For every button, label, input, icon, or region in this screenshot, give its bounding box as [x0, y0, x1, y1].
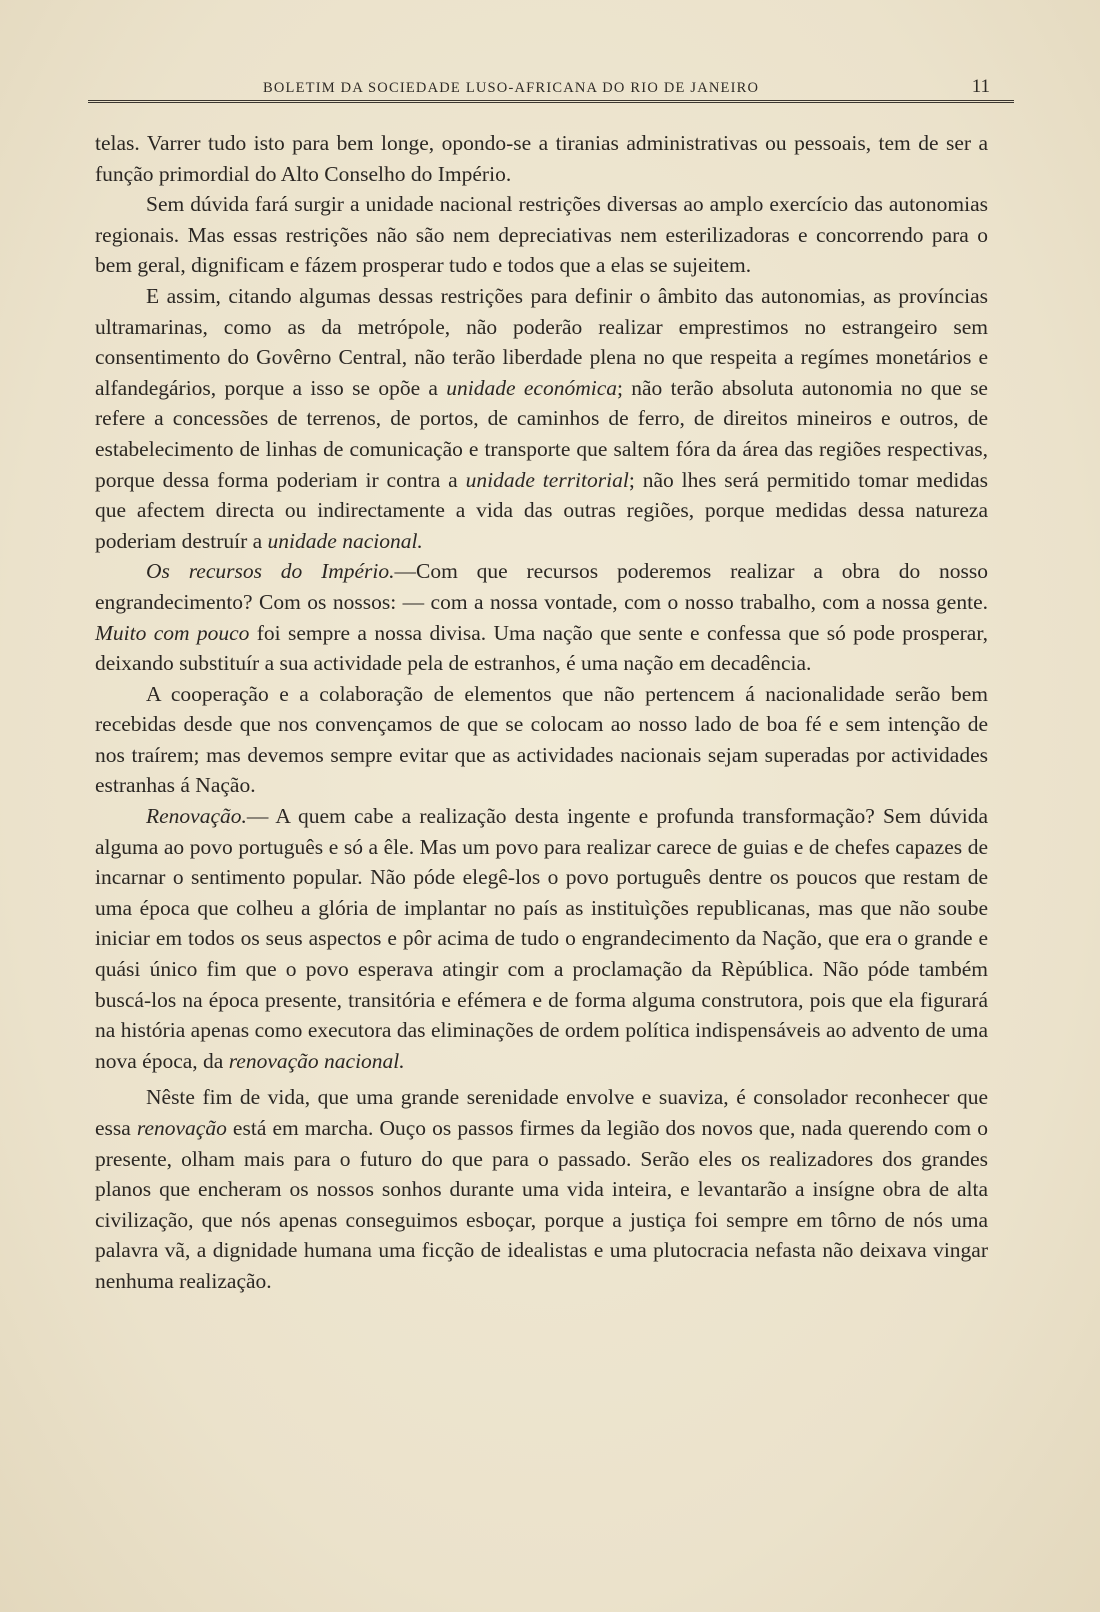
paragraph	[95, 281, 988, 556]
italic-text: renovação nacional.	[228, 1048, 405, 1073]
running-head: BOLETIM DA SOCIEDADE LUSO-AFRICANA DO RIO DE JANEIRO	[263, 80, 760, 96]
text-run: ; não terão absoluta autonomia no que se refere a concessões de terrenos, de portos, de caminhos de ferro, de direitos mineiros e outros, de estabelecimento de linhas de comunicação e transporte que saltem fóra da área das regiões respectivas, porque dessa forma poderiam ir contra a	[95, 375, 988, 492]
paragraph	[95, 801, 988, 1076]
page-header	[88, 74, 1014, 100]
text-run: ; não lhes será permitido tomar medidas que afectem directa ou indirectamente a vida das outras regiões, porque medidas dessa natureza poderiam destruír a	[95, 467, 988, 553]
italic-text: Renovação.	[146, 804, 247, 829]
header-rule	[88, 100, 1014, 103]
text-run: Sem dúvida fará surgir a unidade nacional restrições diversas ao amplo exercício das autonomias regionais. Mas essas restrições não são nem depreciativas nem esterilizadoras e concorrendo para o bem geral, dignificam e fázem prosperar tudo e todos que a elas se sujeitem.	[95, 192, 988, 278]
text-run: E assim, citando algumas dessas restrições para definir o âmbito das autonomias, as províncias ultramarinas, como as da metrópole, não poderão realizar emprestimos no estrangeiro sem consentimento do Govêrno Central, não terão liberdade plena no que respeita a regímes monetários e alfandegários, porque a isso se opõe a	[95, 283, 988, 400]
text-run: A cooperação e a colaboração de elementos que não pertencem á nacionalidade serão bem recebidas desde que nos convençamos de que se colocam ao nosso lado de boa fé e sem intenção de nos traírem; mas devemos sempre evitar que as actividades nacionais sejam superadas por actividades estranhas á Nação.	[95, 681, 988, 798]
italic-text: unidade territorial	[465, 467, 629, 492]
paragraph	[95, 189, 988, 281]
text-run: está em marcha. Ouço os passos firmes da legião dos novos que, nada querendo com o presente, olham mais para o futuro do que para o passado. Serão eles os realizadores dos grandes planos que encheram os nossos sonhos durante uma vida inteira, e levantarão a insígne obra de alta civilização, que nós apenas conseguimos esboçar, porque a justiça foi sempre em tôrno de nós uma palavra vã, a dignidade humana uma ficção de idealistas e uma plutocracia nefasta não deixava vingar nenhuma realização.	[95, 1116, 988, 1293]
text-run: —Com que recursos poderemos realizar a obra do nosso engrandecimento? Com os nossos: — com a nossa vontade, com o nosso trabalho, com a nossa gente.	[95, 559, 989, 614]
text-run: Nêste fim de vida, que uma grande serenidade envolve e suaviza, é consolador reconhecer que essa	[95, 1085, 988, 1140]
text-run: foi sempre a nossa divisa. Uma nação que sente e confessa que só pode prosperar, deixando substituír a sua actividade pela de estranhos, é uma nação em decadência.	[95, 620, 989, 676]
italic-text: unidade nacional.	[267, 528, 423, 553]
paragraph	[95, 556, 988, 678]
paragraph	[95, 679, 988, 801]
text-run: — A quem cabe a realização desta ingente e profunda transformação? Sem dúvida alguma ao povo português e só a êle. Mas um povo para realizar carece de guias e de chefes capazes de incarnar o sentimento popular. Não póde elegê-los o povo português dentre os poucos que restam de uma época que colheu a glória de implantar no país as instituìções republicanas, mas que não soube iniciar em todos os seus aspectos e pôr acima de tudo o engrandecimento da Nação, que era o grande e quási único fim que o povo esperava atingir com a proclamação da Rèpública. Não póde também buscá-los na época presente, transitória e efémera e de forma alguma construtora, pois que ela figurará na história apenas como executora das eliminações de ordem política indispensáveis ao advento de uma nova época, da	[95, 804, 988, 1073]
page-number: 11	[971, 76, 990, 97]
italic-text: unidade económica	[446, 375, 617, 400]
body-text	[95, 128, 988, 1297]
paragraph	[95, 1082, 988, 1296]
italic-text: renovação	[136, 1116, 227, 1140]
italic-text: Muito com pouco	[95, 620, 250, 645]
text-run: telas. Varrer tudo isto para bem longe, opondo-se a tiranias administrativas ou pessoais, tem de ser a função primordial do Alto Conselho do Império.	[95, 131, 988, 186]
italic-text: Os recursos do Império.	[146, 559, 395, 584]
paragraph	[95, 128, 988, 189]
